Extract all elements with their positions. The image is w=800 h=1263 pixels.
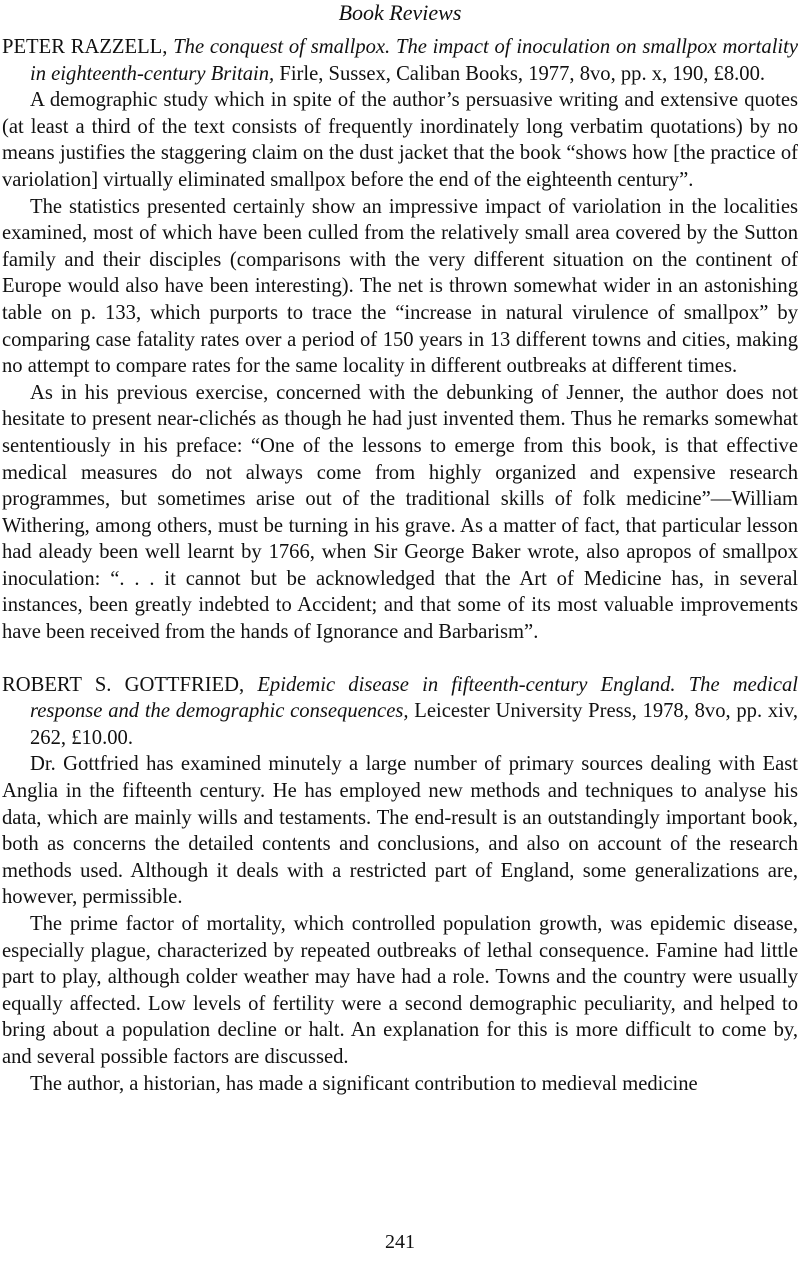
review-book-title: Epidemic disease in fifteenth-century England. The medical response and the demographic consequences,	[30, 673, 798, 723]
review-paragraph: The author, a historian, has made a significant contribution to medieval medicine	[30, 1072, 698, 1095]
review-author: PETER RAZZELL,	[2, 36, 168, 58]
review-citation	[2, 672, 798, 752]
review-paragraph: Dr. Gottfried has examined minutely a large number of primary sources dealing with East Anglia in the fifteenth century. He has employed new methods and techniques to analyse his data, which are mainly wills and testaments. The end-result is an outstandingly important book, both as concerns the detailed contents and conclusions, and also on account of the research methods used. Although it deals with a restricted part of England, some generalizations are, however, permissible.	[2, 753, 798, 909]
page-number: 241	[385, 1231, 415, 1253]
review-paragraph: The prime factor of mortality, which controlled population growth, was epidemic disease, especially plague, characterized by repeated outbreaks of lethal consequence. Famine had little part to play, although colder weather may have had a role. Towns and the country were usually equally affected. Low levels of fertility were a second demographic peculiarity, and helped to bring about a population decline or halt. An explanation for this is more difficult to come by, and several possible factors are discussed.	[2, 913, 798, 1068]
review-citation	[2, 34, 798, 87]
review-publication-details: Firle, Sussex, Caliban Books, 1977, 8vo, pp. x, 190, £8.00.	[279, 62, 766, 85]
review-paragraph: A demographic study which in spite of the author’s persuasive writing and extensive quotes (at least a third of the text consists of frequently inordinately long verbatim quotations) by no means justifies the staggering claim on the dust jacket that the book “shows how [the practice of variolation] virtually eliminated smallpox before the end of the eighteenth century”.	[2, 89, 798, 191]
review-author: ROBERT S. GOTTFRIED,	[2, 673, 245, 696]
review-book-title: The conquest of smallpox. The impact of inoculation on smallpox mortality in eighteenth-century Britain,	[30, 36, 798, 85]
review-publication-details: Leicester University Press, 1978, 8vo, pp. xiv, 262, £10.00.	[30, 700, 798, 749]
running-head: Book Reviews	[338, 0, 462, 25]
review-paragraph: As in his previous exercise, concerned with the debunking of Jenner, the author does not hesitate to present near-clichés as though he had just invented them. Thus he remarks somewhat sententiously in his preface: “One of the lessons to emerge from this book, is that effective medical measures do not always come from highly organized and expensive research programmes, but sometimes arise out of the traditional skills of folk medicine”—William Withering, among others, must be turning in his grave. As a matter of fact, that particular lesson had aleady been well learnt by 1766, when Sir George Baker wrote, also apropos of smallpox inoculation: “. . . it cannot but be acknowledged that the Art of Medicine has, in several instances, been greatly indebted to Accident; and that some of its most valuable improvements have been received from the hands of Ignorance and Barbarism”.	[2, 381, 798, 644]
review-paragraph: The statistics presented certainly show an impressive impact of variolation in the localities examined, most of which have been culled from the relatively small area covered by the Sutton family and their disciples (comparisons with the very different situation on the continent of Europe would also have been interesting). The net is thrown somewhat wider in an astonishing table on p. 133, which purports to trace the “increase in natural virulence of smallpox” by comparing case fatality rates over a period of 150 years in 13 different towns and cities, making no attempt to compare rates for the same locality in different outbreaks at different times.	[2, 195, 798, 378]
review-razzell	[2, 34, 798, 646]
review-gottfried	[2, 672, 798, 1098]
